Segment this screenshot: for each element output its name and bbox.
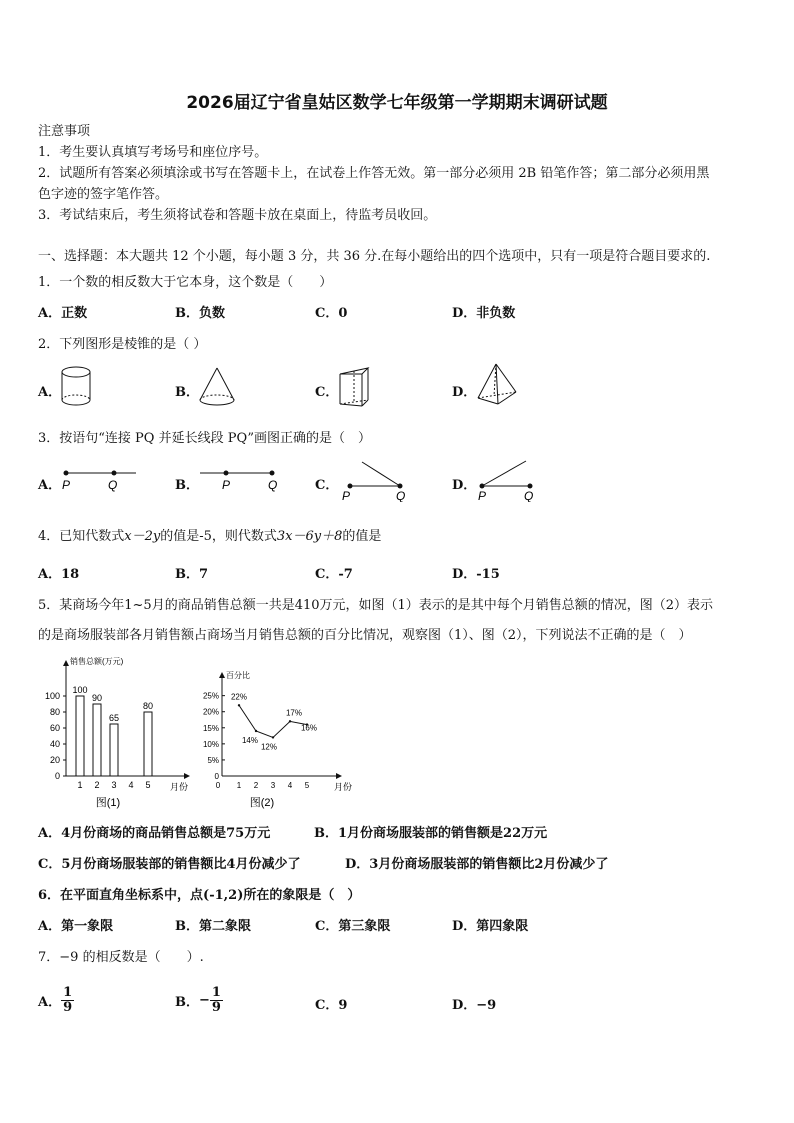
q2-option-a[interactable]: A．: [38, 385, 62, 400]
bar-value-label: 100: [72, 685, 88, 695]
q3-option-a[interactable]: A．: [38, 478, 62, 493]
y-tick-label: 5%: [207, 755, 219, 765]
notice-item: 色字迹的签字笔作答。: [38, 187, 169, 202]
section-heading: 一、选择题：本大题共 12 个小题，每小题 3 分，共 36 分.在每小题给出的四个选项中，只有一项是符合题目要求的.: [38, 249, 711, 264]
q6-option-a[interactable]: A．第一象限: [38, 919, 114, 934]
data-point: [272, 736, 274, 738]
q2-option-d[interactable]: D．: [452, 385, 477, 400]
segment-figure-d: [474, 458, 550, 502]
fraction-one-ninth: $\frac{1}{9}$: [63, 985, 73, 1015]
line-chart-percentage: [198, 666, 358, 812]
y-axis-arrow: [63, 660, 69, 666]
q4-option-d[interactable]: D．-15: [452, 567, 500, 582]
expression-1: x－2y: [124, 529, 161, 544]
data-label: 16%: [300, 723, 318, 733]
y-tick-label: 25%: [202, 691, 219, 701]
q3-option-b[interactable]: B．: [175, 478, 199, 493]
svg-text:P: P: [222, 478, 231, 492]
svg-text:P: P: [478, 489, 487, 502]
bar: [76, 696, 84, 776]
fraction-neg-one-ninth: $\frac{1}{9}$: [211, 985, 221, 1015]
question-4-stem: 4．已知代数式x－2y的值是-5，则代数式3x－6y＋8的值是: [38, 529, 382, 544]
question-5-line2: 的是商场服装部各月销售额占商场当月销售总额的百分比情况，观察图（1）、图（2），下列说法不正确的是（ ）: [38, 628, 692, 643]
q5-option-b[interactable]: B．1月份商场服装部的销售额是22万元: [314, 826, 548, 841]
y-tick-label: 40: [49, 739, 60, 749]
x-tick-label: 5: [304, 781, 310, 790]
cone-figure: [196, 366, 238, 410]
data-label: 14%: [241, 736, 259, 745]
question-1-stem: 1．一个数的相反数大于它本身，这个数是（ ）: [38, 275, 333, 290]
point-p-label: P: [62, 478, 71, 492]
data-label: 17%: [285, 708, 303, 718]
q5-option-a[interactable]: A．4月份商场的商品销售总额是75万元: [38, 826, 271, 841]
q1-option-c[interactable]: C．0: [315, 306, 348, 321]
y-tick-label: 10%: [202, 739, 219, 749]
question-6-stem: 6．在平面直角坐标系中，点(-1,2)所在的象限是（ ）: [38, 888, 361, 903]
q7-option-a[interactable]: A． $\frac{1}{9}$: [38, 985, 73, 1015]
bar: [110, 724, 118, 776]
svg-text:P: P: [342, 489, 351, 502]
bar-value-label: 90: [91, 693, 103, 703]
y-tick-label: 15%: [202, 723, 219, 733]
bar: [144, 712, 152, 776]
page-title: 2026届辽宁省皇姑区数学七年级第一学期期末调研试题: [186, 93, 608, 113]
y-tick-label: 80: [49, 707, 60, 717]
notice-heading: 注意事项: [38, 124, 91, 139]
triangular-prism-figure: [334, 364, 374, 410]
question-5-line1: 5．某商场今年1~5月的商品销售总额一共是410万元，如图（1）表示的是其中每个月销售总额的情况，图（2）表示: [38, 598, 714, 613]
chart-title: 百分比: [226, 671, 250, 680]
q3-option-c[interactable]: C．: [315, 478, 339, 493]
x-axis-label: 月份: [170, 782, 189, 792]
bar-value-label: 65: [108, 713, 120, 723]
data-label: 22%: [230, 692, 248, 702]
x-tick-label: 4: [128, 780, 134, 790]
segment-figure-a: [58, 464, 142, 494]
x-axis-label: 月份: [334, 782, 353, 792]
q2-option-c[interactable]: C．: [315, 385, 339, 400]
x-tick-label: 5: [145, 780, 151, 790]
q7-option-d[interactable]: D．−9: [452, 998, 497, 1013]
y-tick-label: 20%: [202, 707, 219, 717]
q1-option-b[interactable]: B．负数: [175, 306, 225, 321]
point-q-label: Q: [108, 478, 118, 492]
x-tick-label: 1: [77, 780, 83, 790]
y-tick-label: 0: [214, 772, 219, 781]
data-point: [289, 720, 291, 722]
x-tick-label: 2: [253, 781, 259, 790]
q7-option-c[interactable]: C．9: [315, 998, 348, 1013]
question-2-stem: 2．下列图形是棱锥的是（ ）: [38, 337, 207, 352]
cylinder-figure: [58, 364, 94, 410]
bar: [93, 704, 101, 776]
x-axis-arrow: [184, 773, 190, 779]
notice-item: 2．试题所有答案必须填涂或书写在答题卡上，在试卷上作答无效。第一部分必须用 2B 铅笔作答；第二部分必须用黑: [38, 166, 710, 181]
segment-figure-b: [196, 464, 282, 494]
bar-value-label: 80: [142, 701, 154, 711]
q6-option-c[interactable]: C．第三象限: [315, 919, 391, 934]
y-tick-label: 0: [54, 771, 60, 781]
data-label: 12%: [260, 742, 278, 752]
q4-option-b[interactable]: B．7: [175, 567, 209, 582]
data-point: [255, 730, 257, 732]
y-axis-arrow: [219, 672, 225, 678]
notice-item: 3．考试结束后，考生须将试卷和答题卡放在桌面上，待监考员收回。: [38, 208, 437, 223]
q6-option-b[interactable]: B．第二象限: [175, 919, 251, 934]
chart-caption: 图(2): [249, 797, 275, 809]
notice-item: 1．考生要认真填写考场号和座位序号。: [38, 145, 268, 160]
x-axis-arrow: [336, 773, 342, 779]
svg-text:Q: Q: [524, 489, 534, 502]
segment-figure-c: [336, 458, 412, 502]
q2-option-b[interactable]: B．: [175, 385, 199, 400]
bar-chart-monthly-sales: [38, 652, 198, 812]
y-tick-label: 60: [49, 723, 60, 733]
q5-option-c[interactable]: C．5月份商场服装部的销售额比4月份减少了: [38, 857, 301, 872]
chart-caption: 图(1): [95, 797, 121, 809]
q4-option-a[interactable]: A．18: [38, 567, 80, 582]
q5-option-d[interactable]: D．3月份商场服装部的销售额比2月份减少了: [345, 857, 609, 872]
q7-option-b[interactable]: B． − $\frac{1}{9}$: [175, 985, 221, 1015]
question-3-stem: 3．按语句“连接 PQ 并延长线段 PQ”画图正确的是（ ）: [38, 431, 372, 446]
question-7-stem: 7．−9 的相反数是（ ）.: [38, 950, 204, 965]
svg-text:Q: Q: [396, 489, 406, 502]
expression-2: 3x－6y＋8: [276, 529, 343, 544]
x-tick-label: 4: [287, 781, 293, 790]
x-tick-label: 0: [215, 781, 221, 790]
q1-option-d[interactable]: D．非负数: [452, 306, 516, 321]
chart-title: 销售总额(万元): [70, 657, 124, 666]
q1-option-a[interactable]: A．正数: [38, 306, 88, 321]
q4-option-c[interactable]: C．-7: [315, 567, 353, 582]
svg-text:Q: Q: [268, 478, 278, 492]
q6-option-d[interactable]: D．第四象限: [452, 919, 529, 934]
x-tick-label: 1: [236, 781, 242, 790]
q3-option-d[interactable]: D．: [452, 478, 477, 493]
pyramid-figure: [474, 362, 520, 410]
x-tick-label: 2: [94, 780, 100, 790]
x-tick-label: 3: [111, 780, 117, 790]
y-tick-label: 20: [49, 755, 60, 765]
y-tick-label: 100: [44, 691, 60, 701]
data-point: [238, 704, 240, 706]
x-tick-label: 3: [270, 781, 276, 790]
